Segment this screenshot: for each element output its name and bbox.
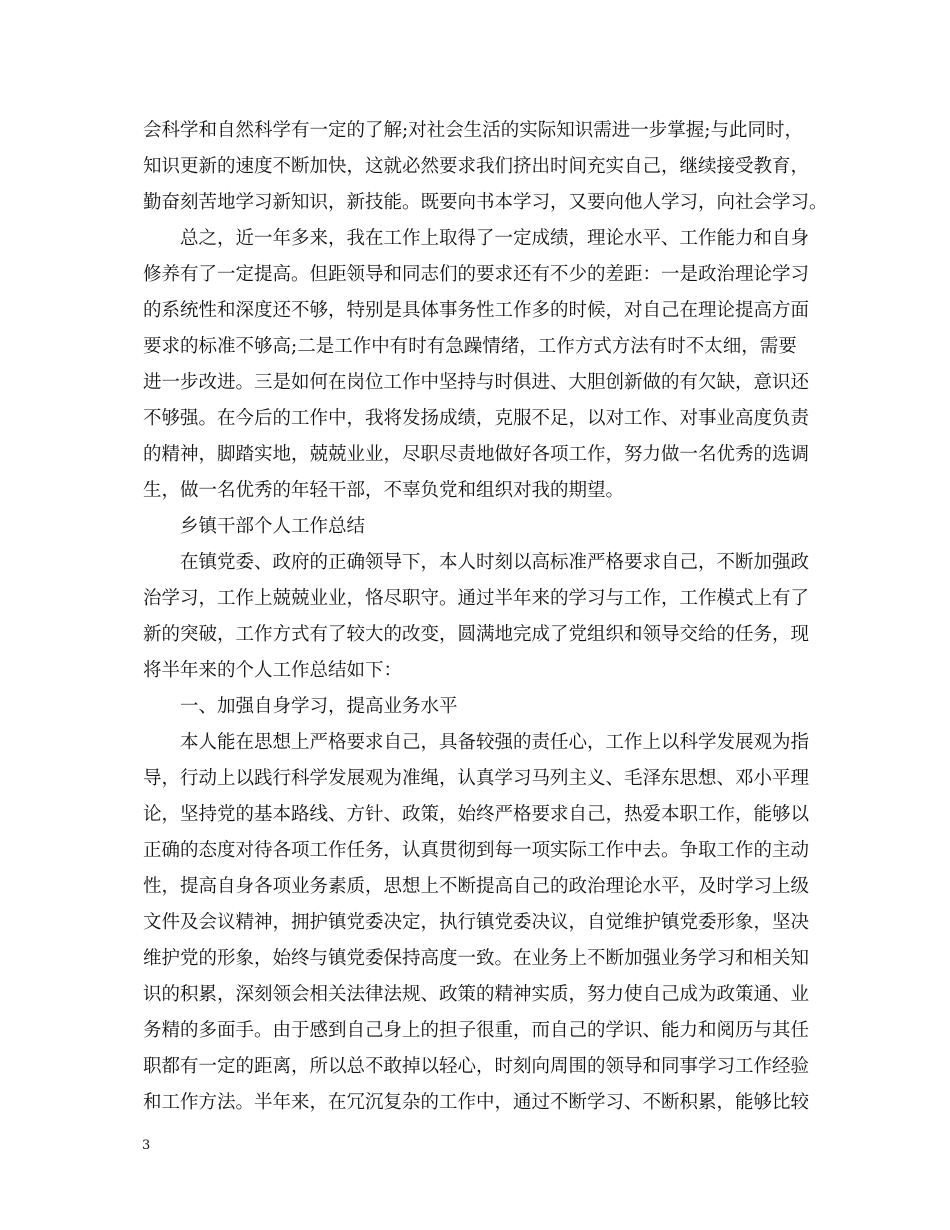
text-line: 文件及会议精神，拥护镇党委决定，执行镇党委决议，自觉维护镇党委形象，坚决 xyxy=(143,912,810,933)
text-line: 务精的多面手。由于感到自己身上的担子很重，而自己的学识、能力和阅历与其任 xyxy=(143,1020,810,1041)
text-line: 勤奋刻苦地学习新知识，新技能。既要向书本学习，又要向他人学习，向社会学习。 xyxy=(143,192,828,213)
text-line: 总之，近一年多来，我在工作上取得了一定成绩，理论水平、工作能力和自身 xyxy=(180,228,810,249)
text-line: 治学习，工作上兢兢业业，恪尽职守。通过半年来的学习与工作，工作模式上有了 xyxy=(143,588,810,609)
text-line: 性，提高自身各项业务素质，思想上不断提高自己的政治理论水平，及时学习上级 xyxy=(143,876,810,897)
text-line: 的系统性和深度还不够，特别是具体事务性工作多的时候，对自己在理论提高方面 xyxy=(143,300,810,321)
text-line: 维护党的形象，始终与镇党委保持高度一致。在业务上不断加强业务学习和相关知 xyxy=(143,948,810,969)
text-line: 和工作方法。半年来，在冗沉复杂的工作中，通过不断学习、不断积累，能够比较 xyxy=(143,1092,810,1113)
text-line: 本人能在思想上严格要求自己，具备较强的责任心，工作上以科学发展观为指 xyxy=(180,732,810,753)
text-line: 乡镇干部个人工作总结 xyxy=(180,516,366,537)
text-line: 的精神，脚踏实地，兢兢业业，尽职尽责地做好各项工作，努力做一名优秀的选调 xyxy=(143,444,810,465)
text-line: 导，行动上以践行科学发展观为准绳，认真学习马列主义、毛泽东思想、邓小平理 xyxy=(143,768,810,789)
text-line: 正确的态度对待各项工作任务，认真贯彻到每一项实际工作中去。争取工作的主动 xyxy=(143,840,810,861)
text-line: 修养有了一定提高。但距领导和同志们的要求还有不少的差距：一是政治理论学习 xyxy=(143,264,810,285)
text-line: 将半年来的个人工作总结如下： xyxy=(143,660,403,681)
text-line: 职都有一定的距离，所以总不敢掉以轻心，时刻向周围的领导和同事学习工作经验 xyxy=(143,1056,810,1077)
text-line: 一、加强自身学习，提高业务水平 xyxy=(180,696,458,717)
text-line: 会科学和自然科学有一定的了解;对社会生活的实际知识需进一步掌握;与此同时， xyxy=(143,120,803,141)
text-line: 识的积累，深刻领会相关法律法规、政策的精神实质，努力使自己成为政策通、业 xyxy=(143,984,810,1005)
text-line: 新的突破，工作方式有了较大的改变，圆满地完成了党组织和领导交给的任务，现 xyxy=(143,624,810,645)
page-number: 3 xyxy=(142,1138,151,1153)
text-line: 知识更新的速度不断加快，这就必然要求我们挤出时间充实自己，继续接受教育， xyxy=(143,156,810,177)
text-line: 不够强。在今后的工作中，我将发扬成绩，克服不足，以对工作、对事业高度负责 xyxy=(143,408,810,429)
text-line: 进一步改进。三是如何在岗位工作中坚持与时俱进、大胆创新做的有欠缺，意识还 xyxy=(143,372,810,393)
text-line: 要求的标准不够高;二是工作中有时有急躁情绪，工作方式方法有时不太细，需要 xyxy=(143,336,797,357)
document-body xyxy=(143,113,828,1121)
text-line: 在镇党委、政府的正确领导下，本人时刻以高标准严格要求自己，不断加强政 xyxy=(180,552,810,573)
text-line: 论，坚持党的基本路线、方针、政策，始终严格要求自己，热爱本职工作，能够以 xyxy=(143,804,810,825)
text-line: 生，做一名优秀的年轻干部，不辜负党和组织对我的期望。 xyxy=(143,480,625,501)
